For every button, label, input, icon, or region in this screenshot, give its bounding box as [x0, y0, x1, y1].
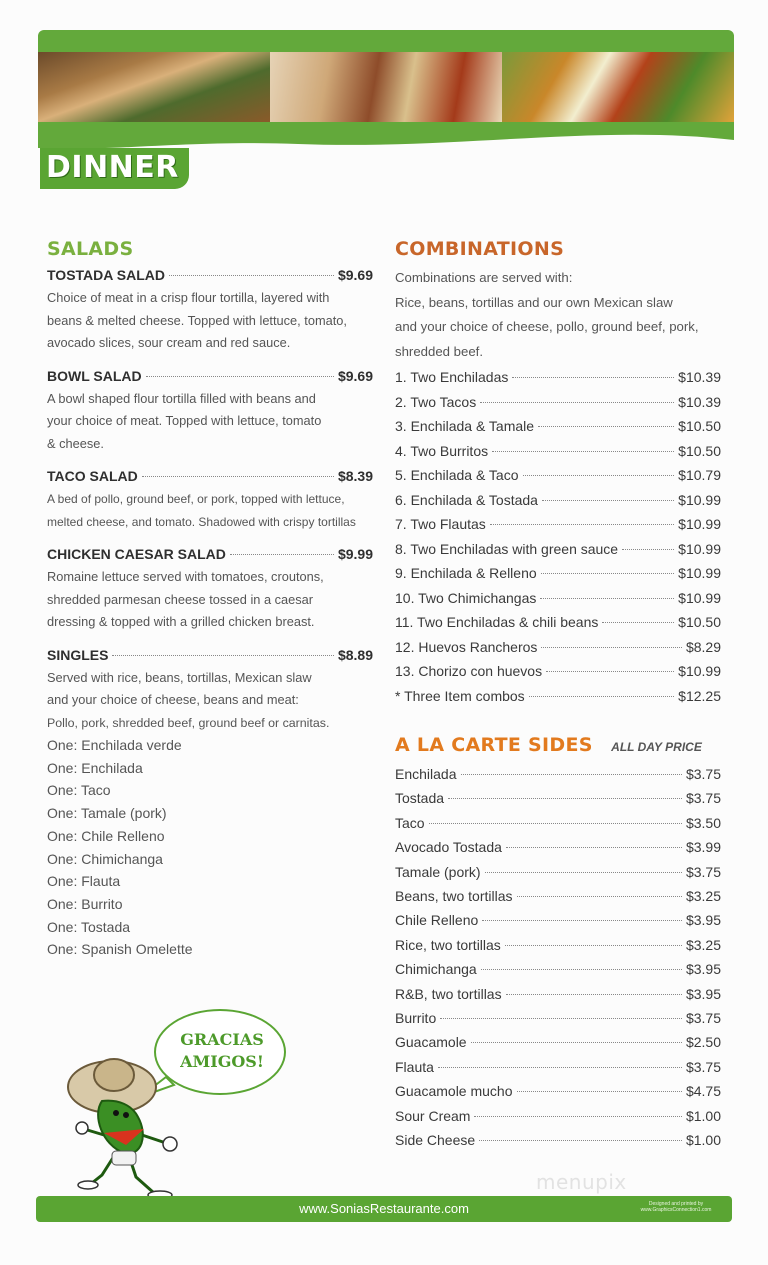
all-day-price-label: ALL DAY PRICE [611, 740, 702, 754]
item-price: $10.39 [678, 369, 721, 385]
salad-desc: A bed of pollo, ground beef, or pork, topped with lettuce, [47, 492, 345, 506]
sides-section [395, 734, 721, 1153]
salad-name: CHICKEN CAESAR SALAD [47, 546, 226, 562]
list-item [395, 586, 721, 611]
singles-section [47, 644, 373, 962]
item-name: Guacamole [395, 1034, 467, 1051]
list-item [395, 635, 721, 660]
list-item [395, 1079, 721, 1103]
list-item: One: Chile Relleno [47, 827, 165, 844]
combinations-list [395, 365, 721, 708]
food-photo-strip [38, 52, 734, 122]
salad-desc: avocado slices, sour cream and red sauce. [47, 335, 291, 350]
list-item [395, 365, 721, 390]
bubble-line: AMIGOS! [180, 1052, 264, 1071]
item-price: $10.79 [678, 467, 721, 483]
item-price: $3.75 [685, 1010, 721, 1027]
salad-name: TACO SALAD [47, 468, 138, 484]
list-item: One: Enchilada verde [47, 737, 182, 753]
intro-line: and your choice of cheese, pollo, ground beef, pork, [395, 319, 699, 334]
item-name: 4. Two Burritos [395, 442, 489, 459]
list-item [395, 957, 721, 981]
item-name: 3. Enchilada & Tamale [395, 418, 535, 434]
list-item: One: Burrito [47, 895, 123, 912]
list-item: One: Chimichanga [47, 850, 163, 867]
salad-desc: shredded parmesan cheese tossed in a caesar [47, 591, 314, 607]
list-item [395, 1055, 721, 1079]
food-photo-3 [502, 52, 734, 122]
singles-desc: Served with rice, beans, tortillas, Mexican slaw [47, 669, 312, 685]
item-price: $2.50 [685, 1034, 721, 1051]
list-item [395, 860, 721, 884]
list-item [395, 610, 721, 635]
list-item [395, 390, 721, 415]
list-item [395, 1006, 721, 1030]
item-price: $10.99 [678, 491, 721, 508]
item-name: 6. Enchilada & Tostada [395, 491, 538, 508]
item-name: Chimichanga [395, 961, 477, 978]
singles-price: $8.89 [337, 646, 373, 663]
item-name: 11. Two Enchiladas & chili beans [395, 614, 599, 630]
item-name: Sour Cream [395, 1107, 471, 1124]
designer-credit: Designed and printed by www.GraphicsConnection1.com [640, 1201, 712, 1213]
list-item: One: Flauta [47, 873, 121, 890]
salad-item [47, 543, 373, 634]
item-price: $1.00 [685, 1107, 721, 1124]
salad-name: TOSTADA SALAD [47, 267, 165, 283]
item-name: 1. Two Enchiladas [395, 369, 509, 385]
item-name: 10. Two Chimichangas [395, 589, 537, 606]
list-item: One: Enchilada [47, 759, 143, 776]
item-name: * Three Item combos [395, 687, 525, 704]
item-name: Taco [395, 814, 425, 831]
item-price: $10.39 [678, 393, 721, 410]
list-item [395, 908, 721, 932]
item-price: $3.75 [685, 863, 721, 880]
list-item: One: Tamale (pork) [47, 805, 167, 822]
item-price: $3.25 [685, 936, 721, 953]
item-price: $10.99 [678, 540, 721, 557]
list-item [395, 982, 721, 1006]
item-price: $10.50 [678, 614, 721, 630]
list-item: One: Taco [47, 782, 111, 799]
item-name: 2. Two Tacos [395, 393, 477, 410]
salad-desc: A bowl shaped flour tortilla filled with beans and [47, 390, 316, 406]
list-item [395, 933, 721, 957]
item-price: $4.75 [685, 1083, 721, 1100]
item-price: $8.29 [685, 638, 721, 655]
mascot-illustration [62, 1005, 302, 1210]
item-price: $3.95 [685, 985, 721, 1002]
item-name: 5. Enchilada & Taco [395, 467, 519, 483]
salad-price: $9.99 [337, 546, 373, 562]
item-price: $10.50 [678, 442, 721, 459]
salad-item [47, 465, 373, 533]
combinations-intro [395, 266, 721, 364]
pepper-mascot-icon [62, 1005, 302, 1210]
singles-desc: Pollo, pork, shredded beef, ground beef or carnitas. [47, 715, 330, 730]
item-price: $3.25 [685, 888, 721, 905]
list-item [395, 414, 721, 439]
item-name: 8. Two Enchiladas with green sauce [395, 540, 619, 557]
item-price: $3.50 [685, 814, 721, 831]
combinations-heading: COMBINATIONS [395, 238, 565, 260]
food-photo-1 [38, 52, 270, 122]
intro-line: Combinations are served with: [395, 270, 573, 285]
list-item [395, 1104, 721, 1128]
salad-desc: dressing & topped with a grilled chicken breast. [47, 614, 315, 629]
item-name: Guacamole mucho [395, 1083, 513, 1100]
website-link[interactable]: www.SoniasRestaurante.com [299, 1201, 469, 1216]
item-price: $10.99 [678, 565, 721, 581]
list-item [395, 463, 721, 488]
item-name: 12. Huevos Rancheros [395, 638, 538, 655]
left-column [47, 238, 373, 961]
food-photo-2 [270, 52, 502, 122]
item-name: Beans, two tortillas [395, 888, 513, 905]
item-price: $1.00 [685, 1132, 721, 1149]
salad-desc: Choice of meat in a crisp flour tortilla, layered with [47, 290, 330, 305]
header-banner [38, 30, 734, 148]
list-item [395, 488, 721, 513]
item-price: $3.95 [685, 912, 721, 929]
sides-list [395, 762, 721, 1153]
watermark: menupix [536, 1170, 627, 1194]
bubble-line: GRACIAS [180, 1030, 264, 1049]
list-item [395, 684, 721, 709]
list-item [395, 439, 721, 464]
item-price: $3.75 [685, 766, 721, 782]
item-price: $12.25 [678, 687, 721, 704]
singles-list [47, 734, 373, 961]
item-name: 13. Chorizo con huevos [395, 663, 543, 679]
item-price: $3.75 [685, 790, 721, 807]
item-name: Enchilada [395, 766, 457, 782]
intro-line: Rice, beans, tortillas and our own Mexican slaw [395, 294, 673, 310]
list-item [395, 512, 721, 537]
salad-desc: Romaine lettuce served with tomatoes, croutons, [47, 569, 324, 584]
list-item [395, 835, 721, 859]
list-item [395, 537, 721, 562]
page-title: DINNER [40, 148, 189, 189]
right-column [395, 238, 721, 1149]
item-name: R&B, two tortillas [395, 985, 502, 1002]
sides-heading: A LA CARTE SIDES [395, 734, 593, 756]
list-item [395, 561, 721, 586]
item-price: $10.99 [678, 663, 721, 679]
item-name: 9. Enchilada & Relleno [395, 565, 537, 581]
list-item [395, 659, 721, 684]
item-name: Tostada [395, 790, 445, 807]
singles-name: SINGLES [47, 646, 109, 663]
list-item [395, 884, 721, 908]
item-name: Burrito [395, 1010, 437, 1027]
item-price: $10.99 [678, 516, 721, 532]
salad-desc: melted cheese, and tomato. Shadowed with crispy tortillas [47, 514, 356, 529]
salads-heading: SALADS [47, 238, 134, 260]
item-price: $3.75 [685, 1058, 721, 1075]
list-item [395, 811, 721, 835]
item-name: Avocado Tostada [395, 839, 502, 856]
list-item [395, 762, 721, 786]
list-item [395, 1030, 721, 1054]
salad-price: $8.39 [337, 468, 373, 484]
list-item [395, 1128, 721, 1152]
list-item: One: Spanish Omelette [47, 941, 193, 958]
item-name: 7. Two Flautas [395, 516, 486, 532]
salad-price: $9.69 [337, 267, 373, 283]
salad-desc: & cheese. [47, 435, 104, 451]
salad-desc: beans & melted cheese. Topped with lettuce, tomato, [47, 312, 347, 328]
salad-price: $9.69 [337, 367, 373, 384]
salad-item [47, 365, 373, 456]
item-price: $3.99 [685, 839, 721, 856]
salad-name: BOWL SALAD [47, 367, 142, 384]
list-item [395, 786, 721, 810]
singles-desc: and your choice of cheese, beans and meat: [47, 692, 299, 707]
list-item: One: Tostada [47, 918, 131, 935]
item-name: Chile Relleno [395, 912, 479, 929]
salad-desc: your choice of meat. Topped with lettuce, tomato [47, 413, 322, 428]
item-name: Rice, two tortillas [395, 936, 501, 953]
salad-item [47, 264, 373, 355]
item-name: Flauta [395, 1058, 434, 1075]
item-price: $3.95 [685, 961, 721, 978]
item-name: Side Cheese [395, 1132, 476, 1149]
item-price: $10.50 [678, 418, 721, 434]
item-price: $10.99 [678, 589, 721, 606]
footer-bar [36, 1196, 732, 1222]
item-name: Tamale (pork) [395, 863, 481, 880]
intro-line: shredded beef. [395, 343, 483, 359]
